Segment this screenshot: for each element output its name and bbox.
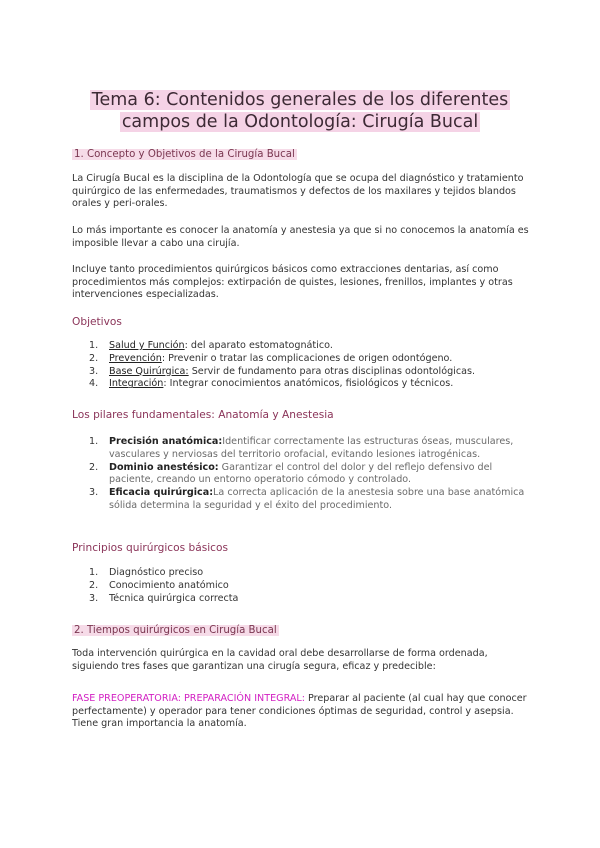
list-item-term: Salud y Función: [109, 340, 185, 351]
list-item-text: : del aparato estomatognático.: [184, 340, 333, 351]
list-item: 3. Eficacia quirúrgica:La correcta aplicación de la anestesia sobre una base anatómica sólida determina la seguridad y el éxito del procedimiento.: [89, 487, 525, 511]
section-1-paragraph-1: La Cirugía Bucal es la disciplina de la Odontología que se ocupa del diagnóstico y tratamiento quirúrgico de las enfermedades, traumatismos y defectos de los maxilares y tejidos blandos orales y peri-orales.: [72, 173, 524, 210]
list-item: 2. Conocimiento anatómico: [89, 579, 229, 591]
list-item-text: Técnica quirúrgica correcta: [109, 592, 239, 604]
title-line-2: campos de la Odontología: Cirugía Bucal: [121, 112, 479, 132]
list-item-text: Identificar correctamente las estructuras óseas, musculares, vasculares y nerviosas del territorio orofacial, evitando lesiones iatrogénicas.: [109, 436, 514, 460]
list-item: 1. Diagnóstico preciso: [89, 567, 204, 578]
list-item: 2. Dominio anestésico: Garantizar el control del dolor y del reflejo defensivo del paciente, creando un entorno operatorio cómodo y controlado.: [89, 461, 493, 486]
objetivos-list: [72, 340, 534, 391]
list-item-text: La correcta aplicación de la anestesia sobre una base anatómica sólida determina la seguridad y el éxito del procedimiento.: [109, 487, 525, 511]
list-item-term: Dominio anestésico:: [109, 461, 219, 473]
list-item: 2. Prevención: Prevenir o tratar las complicaciones de origen odontógeno.: [89, 352, 453, 364]
principios-heading: Principios quirúrgicos básicos: [72, 542, 229, 554]
list-item-term: Eficacia quirúrgica:: [109, 487, 214, 499]
list-item-text: Garantizar el control del dolor y del reflejo defensivo del paciente, creando un entorno operatorio cómodo y controlado.: [109, 461, 493, 486]
objetivos-heading: Objetivos: [72, 316, 122, 328]
pilares-list: [72, 436, 534, 513]
fase-text: Preparar al paciente (al cual hay que conocer perfectamente) y operador para tener condiciones óptimas de seguridad, control y asepsia. Tiene gran importancia la anatomía.: [72, 693, 527, 730]
pilares-heading: Los pilares fundamentales: Anatomía y Anestesia: [72, 409, 334, 421]
list-item-text: : Prevenir o tratar las complicaciones de origen odontógeno.: [161, 352, 453, 364]
fase-label: FASE PREOPERATORIA: PREPARACIÓN INTEGRAL:: [72, 693, 305, 704]
principios-list: [72, 567, 534, 605]
list-item: 1. Salud y Función: del aparato estomatognático.: [89, 340, 333, 351]
list-item: 3. Técnica quirúrgica correcta: [89, 592, 239, 604]
section-1-paragraph-3: Incluye tanto procedimientos quirúrgicos básicos como extracciones dentarias, así como procedimientos más complejos: extirpación de quistes, lesiones, frenillos, implantes y otras intervenciones especializadas.: [72, 264, 513, 301]
list-item: 1. Precisión anatómica:Identificar correctamente las estructuras óseas, musculares, vasculares y nerviosas del territorio orofacial, evitando lesiones iatrogénicas.: [89, 436, 514, 460]
title-line-1: Tema 6: Contenidos generales de los diferentes: [91, 90, 509, 110]
page-title: [60, 89, 540, 133]
section-2-paragraph-1: Toda intervención quirúrgica en la cavidad oral debe desarrollarse de forma ordenada, siguiendo tres fases que garantizan una cirugía segura, eficaz y predecible:: [72, 648, 488, 672]
list-item-term: Precisión anatómica:: [109, 436, 223, 447]
list-item-text: Diagnóstico preciso: [109, 567, 204, 578]
section-2-heading: 2. Tiempos quirúrgicos en Cirugía Bucal: [74, 625, 277, 636]
list-item: 4. Integración: Integrar conocimientos anatómicos, fisiológicos y técnicos.: [89, 378, 454, 390]
list-item-text: Servir de fundamento para otras disciplinas odontológicas.: [188, 365, 476, 377]
section-1-paragraph-2: Lo más importante es conocer la anatomía y anestesia ya que si no conocemos la anatomía es imposible llevar a cabo una cirujía.: [72, 225, 529, 249]
fase-preoperatoria-paragraph: [72, 693, 534, 731]
section-1-heading: 1. Concepto y Objetivos de la Cirugía Bucal: [74, 149, 295, 160]
list-item-text: : Integrar conocimientos anatómicos, fisiológicos y técnicos.: [163, 378, 454, 390]
list-item: 3. Base Quirúrgica: Servir de fundamento para otras disciplinas odontológicas.: [89, 365, 476, 377]
list-item-term: Prevención: [109, 352, 162, 364]
list-item-term: Base Quirúrgica:: [109, 365, 189, 377]
list-item-text: Conocimiento anatómico: [109, 579, 229, 591]
list-item-term: Integración: [109, 378, 164, 390]
